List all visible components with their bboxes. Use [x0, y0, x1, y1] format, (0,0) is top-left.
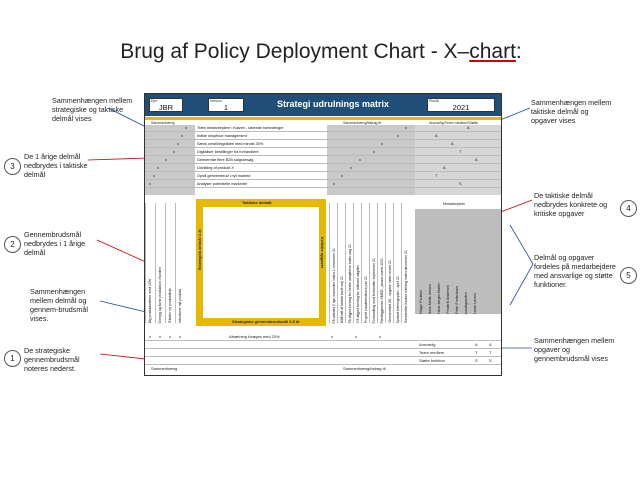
one-year-goal-text: Ombyg og åbne produktion i Norden — [158, 266, 162, 323]
line-left-mid — [100, 301, 146, 312]
legend-row — [145, 342, 501, 349]
x-mark: x — [341, 174, 343, 178]
table-row — [145, 141, 501, 148]
x-mark: x — [179, 335, 181, 339]
table-row — [145, 133, 501, 140]
strategy-matrix — [144, 93, 502, 376]
annotation-1: De strategiske gennembrudsmål noteres nederst. — [24, 346, 80, 373]
table-row — [145, 181, 501, 188]
one-year-goal-text: Introducer nyt produkt — [178, 288, 182, 323]
person-name: Hans Jørgen Møller — [437, 283, 441, 314]
x-mark: x — [177, 142, 179, 146]
year-value: 2021 — [452, 103, 470, 112]
legend-label: Støtte funktion — [419, 358, 445, 363]
a-mark: A — [435, 134, 438, 138]
x-mark: x — [153, 174, 155, 178]
owner-value: JBR — [158, 103, 174, 112]
annotation-5: Delmål og opgaver fordeles på medarbejdere med ansvarlige og støtte funktioner. — [534, 253, 616, 289]
owner-label: Ejer — [151, 99, 158, 103]
legend-label: Ansvarlig — [419, 342, 436, 347]
x-mark: x — [181, 134, 183, 138]
center-top-label: Taktiske delmål — [242, 200, 272, 205]
x-mark: x — [333, 182, 335, 186]
t-mark: T — [459, 150, 462, 154]
line-top-left — [108, 108, 148, 128]
gold-band — [145, 117, 501, 120]
line-5a — [510, 225, 533, 264]
legend-row — [145, 358, 501, 365]
year-label: Planår — [429, 99, 440, 103]
tactical-goal-text: Gennemfør flere B2B salgsbesøg — [197, 158, 254, 162]
center-right-label: Kritiske opgaver — [320, 237, 325, 269]
col-header-sammenhaeng: Sammenhæng — [151, 121, 175, 125]
s-mark: S — [459, 182, 462, 186]
one-year-goal-col — [175, 203, 186, 323]
a-mark: A — [475, 158, 478, 162]
legend-row — [145, 350, 501, 357]
legend-symbol: A — [475, 342, 478, 347]
task-text: Få udvidet 2 nye markeder inden 1 november 21 — [332, 247, 336, 323]
table-row — [145, 173, 501, 180]
center-left-label: Strategisk delmål 1 år — [197, 229, 202, 271]
x-mark: x — [355, 335, 357, 339]
tactical-goal-text: Udvikling af produkt X — [197, 166, 234, 170]
person-name: Holger Poulsen — [419, 290, 423, 314]
footer-sammenhaeng: Sammenhæng — [151, 366, 178, 371]
medarbejdere-label: Medarbejdere — [443, 202, 466, 206]
x-mark: x — [185, 126, 187, 130]
tactical-goal-text: Opnå gennembrud i nyt marked — [197, 174, 251, 178]
task-text: Få afgjort forslag for bedre udnyttelse inden aug 21 — [348, 243, 352, 323]
x-mark: x — [169, 335, 171, 339]
number-5-icon: 5 — [620, 267, 637, 284]
x-mark: x — [159, 335, 161, 339]
task-text: Opstart træningsplan - april 21 — [396, 275, 400, 323]
center-white-area — [203, 207, 319, 318]
x-mark: x — [381, 142, 383, 146]
x-mark: x — [405, 126, 407, 130]
task-text: Få afgjort forslag for målbare udgifter — [356, 265, 360, 323]
tactical-goal-text: Sænk omstillingstiden med mindst 30% — [197, 142, 264, 146]
x-mark: x — [149, 182, 151, 186]
a-mark: A — [443, 166, 446, 170]
owner-box — [149, 98, 183, 112]
x-mark: x — [397, 134, 399, 138]
center-bottom-label: Strategiske gennembrudsmål 3-5 år — [232, 319, 300, 324]
title-text: Brug af Policy Deployment Chart - X– — [120, 40, 470, 63]
breakthrough-row — [145, 334, 501, 341]
annotation-bottom-right: Sammenhængen mellem opgaver og gennembrudsmål vises — [534, 336, 615, 363]
task-col — [401, 203, 410, 323]
annotation-4: De taktiske delmål nedbrydes konkrete og kritiske opgaver — [534, 191, 608, 218]
line-2 — [97, 240, 148, 263]
annotation-top-right: Sammenhængen mellem taktiske delmål og opgaver vises — [531, 98, 612, 125]
x-mark: x — [157, 166, 159, 170]
task-text: Målt løft af taktisk tavle maj 21 — [340, 275, 344, 323]
version-box — [208, 98, 244, 112]
table-row — [145, 149, 501, 156]
legend-symbol: T — [475, 350, 478, 355]
number-3-icon: 3 — [4, 158, 21, 175]
table-row — [145, 157, 501, 164]
table-row — [145, 165, 501, 172]
task-text: Projekt kundefeedback juni 21 — [364, 276, 368, 323]
person-name: Lundsgaarden — [464, 291, 468, 314]
legend-symbol: T — [489, 350, 492, 355]
person-col — [470, 209, 480, 314]
person-name: Lasse Larsen — [473, 292, 477, 314]
annotation-left-mid: Sammenhængen mellem delmål og gennem-brudsmål vises. — [30, 287, 88, 323]
number-2-icon: 2 — [4, 236, 21, 253]
annotation-top-left: Sammenhængen mellem strategiske og taktiske delmål vises — [52, 96, 133, 123]
tactical-goal-text: Træn medarbejdere i Kaizen - løbende forbedringer — [197, 126, 284, 130]
footer-row — [145, 366, 501, 372]
x-mark: x — [149, 335, 151, 339]
task-text: Forhandling med forhandler september 21 — [372, 257, 376, 323]
task-text: Gennemført 5S - opgave inden marts 21 — [388, 260, 392, 323]
table-row — [145, 125, 501, 132]
title-colon: : — [515, 40, 522, 63]
line-3 — [88, 158, 148, 160]
person-name: Anne Mette Jensen — [428, 283, 432, 314]
one-year-goal-text: Øg produktiviteten med 10% — [148, 278, 152, 323]
x-mark: x — [350, 166, 352, 170]
one-year-goal-text: Etabler ny produktlinje — [168, 288, 172, 323]
annotation-2: Gennembrudsmål nedbrydes i 1 årige delmål — [24, 230, 86, 257]
a-mark: A — [451, 142, 454, 146]
number-4-icon: 4 — [620, 200, 637, 217]
col-header-sammenhaeng-bidrag: Sammenhæng/bidrag til — [343, 121, 382, 125]
person-name: Peter Frederiksen — [455, 286, 459, 314]
t-mark: T — [435, 174, 438, 178]
x-mark: x — [373, 150, 375, 154]
a-mark: A — [467, 126, 470, 130]
center-gold-frame — [196, 199, 326, 326]
x-mark: x — [165, 158, 167, 162]
footer-sammenhaeng-bidrag: Sammenhæng/bidrag til — [343, 366, 386, 371]
x-mark: x — [379, 335, 381, 339]
person-name: Frederik Andersen — [446, 285, 450, 314]
annotation-3: De 1 årige delmål nedbrydes i taktiske delmål — [24, 152, 88, 179]
tactical-goal-text: Digitaliser bestillinger fra forhandlere — [197, 150, 259, 154]
number-1-icon: 1 — [4, 350, 21, 367]
matrix-title: Strategi udrulnings matrix — [276, 99, 390, 109]
version-value: 1 — [223, 103, 229, 112]
task-text: Gennemfør Kaizen træning inden december 21 — [404, 249, 408, 323]
version-label: Version — [210, 99, 222, 103]
x-mark: x — [359, 158, 361, 162]
legend-symbol: S — [489, 358, 492, 363]
legend-label: Team medlem — [419, 350, 445, 355]
legend-symbol: S — [475, 358, 478, 363]
x-mark: x — [173, 150, 175, 154]
breakthrough-goal-text: Afsætning forøges med 20% — [229, 334, 280, 339]
line-5b — [510, 264, 533, 305]
col-header-ansvarlig: Ansvarlig/Team medlem/Støtte — [429, 121, 478, 125]
tactical-goal-text: Indfør shopfloor management — [197, 134, 247, 138]
tactical-goal-text: Analyser potentielle markeder — [197, 182, 248, 186]
tactical-goals-grid — [145, 125, 501, 195]
year-box — [427, 98, 495, 112]
x-mark: x — [331, 335, 333, 339]
legend-symbol: A — [489, 342, 492, 347]
task-text: Færdiggørelse SMED - januar-marts 2021 — [380, 257, 384, 323]
title-underlined: chart — [469, 40, 516, 63]
